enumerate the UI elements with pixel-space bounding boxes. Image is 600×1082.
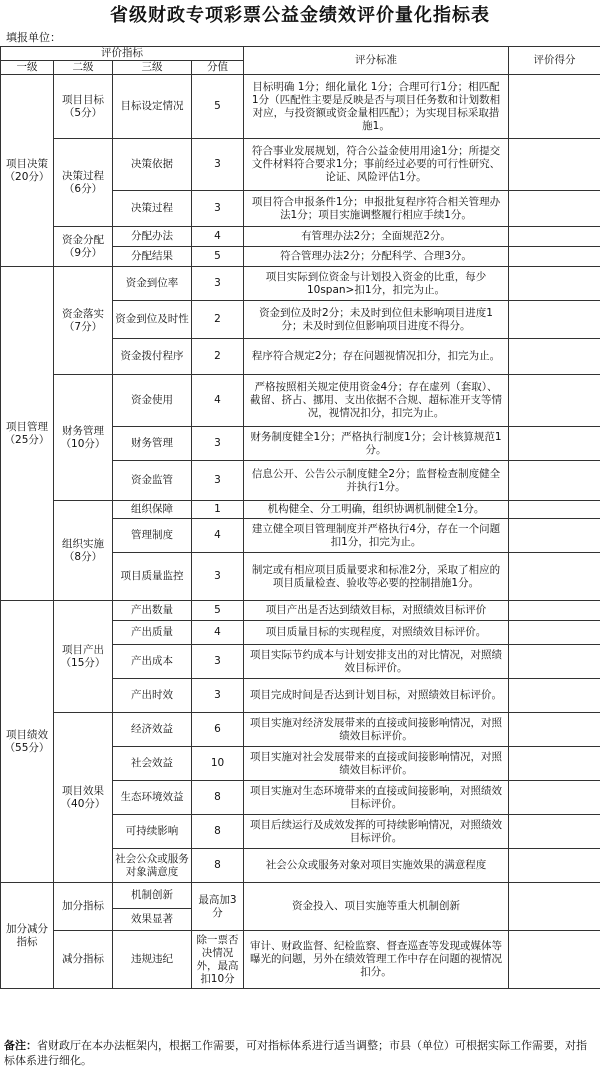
- indicator-table: [0, 46, 600, 989]
- criteria-cell: 项目符合申报条件1分；申报批复程序符合相关管理办法1分；项目实施调整履行相应手续1分。: [244, 191, 509, 227]
- criteria-cell: 项目实施对生态环境带来的直接或间接影响，对照绩效目标评价。: [244, 781, 509, 815]
- criteria-cell: 财务制度健全1分；严格执行制度1分；会计核算规范1分。: [244, 427, 509, 461]
- level3-cell: 产出成本: [113, 645, 192, 679]
- level3-cell: 资金拨付程序: [113, 339, 192, 375]
- footnote: [4, 1038, 596, 1068]
- criteria-cell: 项目质量目标的实现程度，对照绩效目标评价。: [244, 621, 509, 645]
- level2-cell: 项目产出（15分）: [54, 601, 113, 713]
- criteria-cell: 项目实施对社会发展带来的直接或间接影响情况，对照绩效目标评价。: [244, 747, 509, 781]
- level3-cell: 资金使用: [113, 375, 192, 427]
- points-cell: 3: [192, 139, 244, 191]
- score-cell[interactable]: [509, 815, 600, 849]
- points-cell: 8: [192, 849, 244, 883]
- level1-cell: 项目决策（20分）: [1, 75, 54, 267]
- table-row: [1, 139, 600, 191]
- criteria-cell: 有管理办法2分；全面规范2分。: [244, 227, 509, 247]
- header-row-1: [1, 47, 600, 61]
- header-score-obtained: 评价得分: [509, 47, 600, 75]
- score-cell[interactable]: [509, 461, 600, 501]
- header-level2: 二级: [54, 61, 113, 75]
- level2-cell: 项目目标（5分）: [54, 75, 113, 139]
- table-row: [1, 227, 600, 247]
- points-cell: 2: [192, 301, 244, 339]
- points-cell: 10: [192, 747, 244, 781]
- level3-cell: 生态环境效益: [113, 781, 192, 815]
- score-cell[interactable]: [509, 519, 600, 553]
- level2-cell: 项目效果（40分）: [54, 713, 113, 883]
- points-cell: 3: [192, 553, 244, 601]
- header-level1: 一级: [1, 61, 54, 75]
- score-cell[interactable]: [509, 645, 600, 679]
- points-cell: 8: [192, 815, 244, 849]
- level3-cell: 资金到位及时性: [113, 301, 192, 339]
- score-cell[interactable]: [509, 679, 600, 713]
- level3-cell: 产出质量: [113, 621, 192, 645]
- level1-cell: 加分减分指标: [1, 883, 54, 989]
- level2-cell: 资金分配（9分）: [54, 227, 113, 267]
- level2-cell: 减分指标: [54, 931, 113, 989]
- criteria-cell: 信息公开、公告公示制度健全2分；监督检查制度健全并执行1分。: [244, 461, 509, 501]
- points-cell: 4: [192, 519, 244, 553]
- header-criteria: 评分标准: [244, 47, 509, 75]
- table-row: [1, 601, 600, 621]
- points-cell: 4: [192, 621, 244, 645]
- level3-cell: 效果显著: [113, 909, 192, 931]
- score-cell[interactable]: [509, 621, 600, 645]
- score-cell[interactable]: [509, 375, 600, 427]
- score-cell[interactable]: [509, 227, 600, 247]
- points-cell: 5: [192, 75, 244, 139]
- level3-cell: 可持续影响: [113, 815, 192, 849]
- score-cell[interactable]: [509, 427, 600, 461]
- level3-cell: 财务管理: [113, 427, 192, 461]
- level3-cell: 机制创新: [113, 883, 192, 909]
- level3-cell: 决策过程: [113, 191, 192, 227]
- level2-cell: 财务管理（10分）: [54, 375, 113, 501]
- criteria-cell: 资金投入、项目实施等重大机制创新: [244, 883, 509, 931]
- level3-cell: 经济效益: [113, 713, 192, 747]
- score-cell[interactable]: [509, 75, 600, 139]
- level2-cell: 决策过程（6分）: [54, 139, 113, 227]
- level3-cell: 管理制度: [113, 519, 192, 553]
- criteria-cell: 目标明确 1分；细化量化 1分；合理可行1分；相匹配1分（匹配性主要是反映是否与项目任务数和计划数相对应，与投资额或资金量相匹配）；为实现目标采取措施1。: [244, 75, 509, 139]
- level2-cell: 加分指标: [54, 883, 113, 931]
- score-cell[interactable]: [509, 301, 600, 339]
- level3-cell: 社会效益: [113, 747, 192, 781]
- points-cell: 3: [192, 427, 244, 461]
- points-cell: 除一票否决情况外，最高扣10分: [192, 931, 244, 989]
- criteria-cell: 程序符合规定2分；存在问题视情况扣分，扣完为止。: [244, 339, 509, 375]
- level3-cell: 目标设定情况: [113, 75, 192, 139]
- points-cell: 3: [192, 461, 244, 501]
- footnote-text: 省财政厅在本办法框架内，根据工作需要，可对指标体系进行适当调整；市县（单位）可根据实际工作需要，对指标体系进行细化。: [4, 1039, 587, 1067]
- score-cell[interactable]: [509, 501, 600, 519]
- header-points: 分值: [192, 61, 244, 75]
- score-cell[interactable]: [509, 931, 600, 989]
- level3-cell: 社会公众或服务对象满意度: [113, 849, 192, 883]
- level3-cell: 资金到位率: [113, 267, 192, 301]
- score-cell[interactable]: [509, 339, 600, 375]
- criteria-cell: 建立健全项目管理制度并严格执行4分，存在一个问题扣1分，扣完为止。: [244, 519, 509, 553]
- header-indicators: 评价指标: [1, 47, 244, 61]
- header-level3: 三级: [113, 61, 192, 75]
- criteria-cell: 严格按照相关规定使用资金4分；存在虚列（套取）、截留、挤占、挪用、支出依据不合规、超标准开支等情况，视情况扣分，扣完为止。: [244, 375, 509, 427]
- score-cell[interactable]: [509, 883, 600, 931]
- level3-cell: 分配结果: [113, 247, 192, 267]
- score-cell[interactable]: [509, 139, 600, 191]
- table-row: [1, 375, 600, 427]
- level1-cell: 项目管理（25分）: [1, 267, 54, 601]
- footnote-label: 备注：: [4, 1039, 37, 1052]
- level2-cell: 组织实施（8分）: [54, 501, 113, 601]
- score-cell[interactable]: [509, 191, 600, 227]
- points-cell: 4: [192, 375, 244, 427]
- points-cell: 6: [192, 713, 244, 747]
- level3-cell: 决策依据: [113, 139, 192, 191]
- criteria-cell: 审计、财政监督、纪检监察、督查巡查等发现或媒体等曝光的问题，另外在绩效管理工作中存在问题的视情况扣分。: [244, 931, 509, 989]
- points-cell: 3: [192, 191, 244, 227]
- level2-cell: 资金落实（7分）: [54, 267, 113, 375]
- criteria-cell: 项目实施对经济发展带来的直接或间接影响情况，对照绩效目标评价。: [244, 713, 509, 747]
- level3-cell: 产出时效: [113, 679, 192, 713]
- criteria-cell: 项目后续运行及成效发挥的可持续影响情况，对照绩效目标评价。: [244, 815, 509, 849]
- score-cell[interactable]: [509, 247, 600, 267]
- points-cell: 2: [192, 339, 244, 375]
- level1-cell: 项目绩效（55分）: [1, 601, 54, 883]
- points-cell: 最高加3分: [192, 883, 244, 931]
- level3-cell: 分配办法: [113, 227, 192, 247]
- document-title: 省级财政专项彩票公益金绩效评价量化指标表: [110, 5, 490, 26]
- score-cell[interactable]: [509, 601, 600, 621]
- table-row: [1, 883, 600, 909]
- criteria-cell: 机构健全、分工明确，组织协调机制健全1分。: [244, 501, 509, 519]
- criteria-cell: 制定或有相应项目质量要求和标准2分，采取了相应的项目质量检查、验收等必要的控制措施1分。: [244, 553, 509, 601]
- criteria-cell: 资金到位及时2分；未及时到位但未影响项目进度1分；未及时到位但影响项目进度不得分。: [244, 301, 509, 339]
- criteria-cell: 项目实际节约成本与计划安排支出的对比情况，对照绩效目标评价。: [244, 645, 509, 679]
- points-cell: 1: [192, 501, 244, 519]
- criteria-cell: 社会公众或服务对象对项目实施效果的满意程度: [244, 849, 509, 883]
- points-cell: 4: [192, 227, 244, 247]
- level3-cell: 资金监管: [113, 461, 192, 501]
- criteria-cell: 符合管理办法2分；分配科学、合理3分。: [244, 247, 509, 267]
- score-cell[interactable]: [509, 747, 600, 781]
- points-cell: 3: [192, 679, 244, 713]
- score-cell[interactable]: [509, 849, 600, 883]
- score-cell[interactable]: [509, 553, 600, 601]
- points-cell: 3: [192, 267, 244, 301]
- table-row: [1, 931, 600, 989]
- points-cell: 3: [192, 645, 244, 679]
- criteria-cell: 项目产出是否达到绩效目标，对照绩效目标评价: [244, 601, 509, 621]
- fill-unit-label: 填报单位：: [6, 31, 61, 44]
- criteria-cell: 符合事业发展规划，符合公益金使用用途1分；所提交文件材料符合要求1分；事前经过必要的可行性研究、论证、风险评估1分。: [244, 139, 509, 191]
- table-row: [1, 267, 600, 301]
- points-cell: 5: [192, 247, 244, 267]
- table-row: [1, 713, 600, 747]
- points-cell: 8: [192, 781, 244, 815]
- level3-cell: 违规违纪: [113, 931, 192, 989]
- level3-cell: 组织保障: [113, 501, 192, 519]
- score-cell[interactable]: [509, 781, 600, 815]
- score-cell[interactable]: [509, 713, 600, 747]
- criteria-cell: 项目完成时间是否达到计划目标，对照绩效目标评价。: [244, 679, 509, 713]
- level3-cell: 项目质量监控: [113, 553, 192, 601]
- level3-cell: 产出数量: [113, 601, 192, 621]
- criteria-cell: 项目实际到位资金与计划投入资金的比重，每少10span>扣1分，扣完为止。: [244, 267, 509, 301]
- score-cell[interactable]: [509, 267, 600, 301]
- points-cell: 5: [192, 601, 244, 621]
- table-row: [1, 75, 600, 139]
- table-row: [1, 501, 600, 519]
